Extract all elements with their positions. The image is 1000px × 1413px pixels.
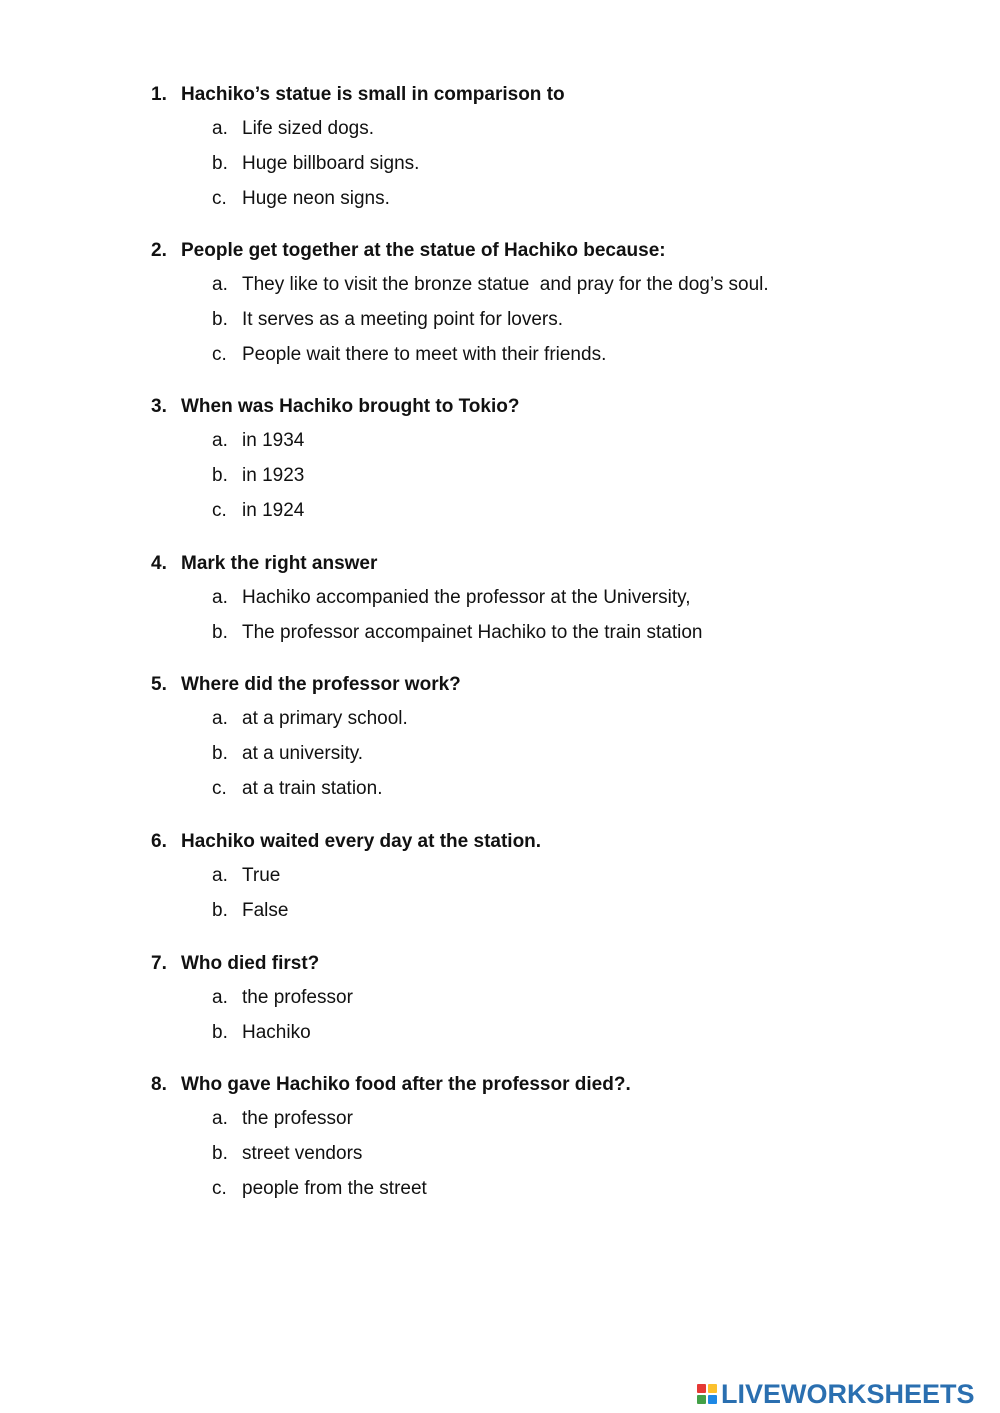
option-text: the professor (242, 987, 353, 1008)
answer-option[interactable] (151, 1177, 631, 1201)
option-letter: b. (212, 900, 228, 921)
option-letter: a. (212, 865, 228, 886)
answer-option[interactable] (151, 152, 565, 176)
answer-option[interactable] (151, 621, 702, 645)
answer-option[interactable] (151, 986, 353, 1010)
question-text: Who gave Hachiko food after the professor died?. (181, 1074, 631, 1095)
question-8 (151, 1073, 631, 1201)
logo-square (697, 1384, 706, 1393)
option-letter: c. (212, 1178, 227, 1199)
option-letter: a. (212, 430, 228, 451)
option-text: True (242, 865, 281, 886)
option-text: in 1923 (242, 465, 305, 486)
liveworksheets-logo[interactable] (697, 1378, 975, 1410)
option-letter: c. (212, 778, 227, 799)
question-text: Mark the right answer (181, 553, 378, 574)
option-letter: b. (212, 309, 228, 330)
answer-option[interactable] (151, 499, 519, 523)
answer-option[interactable] (151, 429, 519, 453)
option-text: Hachiko accompanied the professor at the University, (242, 587, 691, 608)
option-letter: b. (212, 743, 228, 764)
question-3 (151, 395, 519, 523)
answer-option[interactable] (151, 273, 769, 297)
option-text: the professor (242, 1108, 353, 1129)
option-text: Hachiko (242, 1022, 311, 1043)
question-text: Hachiko waited every day at the station. (181, 831, 542, 852)
option-letter: a. (212, 987, 228, 1008)
question-text: Who died first? (181, 953, 320, 974)
answer-option[interactable] (151, 742, 461, 766)
question-6 (151, 830, 541, 923)
option-letter: a. (212, 274, 228, 295)
question-text: When was Hachiko brought to Tokio? (181, 396, 520, 417)
question-number: 8. (151, 1074, 167, 1095)
option-letter: a. (212, 1108, 228, 1129)
option-text: False (242, 900, 289, 921)
answer-option[interactable] (151, 343, 769, 367)
question-number: 6. (151, 831, 167, 852)
answer-option[interactable] (151, 586, 702, 610)
answer-option[interactable] (151, 464, 519, 488)
logo-square (697, 1395, 706, 1404)
answer-option[interactable] (151, 1142, 631, 1166)
option-text: Life sized dogs. (242, 118, 375, 139)
option-letter: c. (212, 344, 227, 365)
option-letter: b. (212, 465, 228, 486)
option-text: at a university. (242, 743, 364, 764)
option-text: People wait there to meet with their friends. (242, 344, 607, 365)
option-text: street vendors (242, 1143, 363, 1164)
logo-square (708, 1384, 717, 1393)
answer-option[interactable] (151, 864, 541, 888)
answer-option[interactable] (151, 187, 565, 211)
option-letter: b. (212, 1022, 228, 1043)
option-letter: a. (212, 708, 228, 729)
option-text: The professor accompainet Hachiko to the train station (242, 622, 703, 643)
answer-option[interactable] (151, 117, 565, 141)
answer-option[interactable] (151, 777, 461, 801)
question-number: 1. (151, 84, 167, 105)
question-number: 3. (151, 396, 167, 417)
answer-option[interactable] (151, 1107, 631, 1131)
option-text: at a train station. (242, 778, 383, 799)
logo-square (708, 1395, 717, 1404)
question-text: Where did the professor work? (181, 674, 461, 695)
question-1 (151, 83, 565, 211)
question-number: 4. (151, 553, 167, 574)
answer-option[interactable] (151, 707, 461, 731)
option-letter: b. (212, 1143, 228, 1164)
option-text: in 1924 (242, 500, 305, 521)
logo-text: LIVEWORKSHEETS (721, 1378, 975, 1409)
question-number: 7. (151, 953, 167, 974)
question-number: 2. (151, 240, 167, 261)
question-text: People get together at the statue of Hachiko because: (181, 240, 666, 261)
question-4 (151, 552, 702, 645)
option-letter: a. (212, 587, 228, 608)
option-letter: c. (212, 188, 227, 209)
option-text: They like to visit the bronze statue and pray for the dog’s soul. (242, 274, 769, 295)
option-letter: b. (212, 622, 228, 643)
question-text: Hachiko’s statue is small in comparison to (181, 84, 565, 105)
option-text: in 1934 (242, 430, 305, 451)
option-text: Huge billboard signs. (242, 153, 420, 174)
answer-option[interactable] (151, 308, 769, 332)
logo-mark-icon (697, 1384, 717, 1404)
question-5 (151, 673, 461, 801)
answer-option[interactable] (151, 899, 541, 923)
question-2 (151, 239, 769, 367)
option-letter: c. (212, 500, 227, 521)
option-letter: b. (212, 153, 228, 174)
option-text: It serves as a meeting point for lovers. (242, 309, 564, 330)
option-text: people from the street (242, 1178, 427, 1199)
option-letter: a. (212, 118, 228, 139)
question-7 (151, 952, 353, 1045)
option-text: at a primary school. (242, 708, 408, 729)
answer-option[interactable] (151, 1021, 353, 1045)
option-text: Huge neon signs. (242, 188, 390, 209)
question-number: 5. (151, 674, 167, 695)
